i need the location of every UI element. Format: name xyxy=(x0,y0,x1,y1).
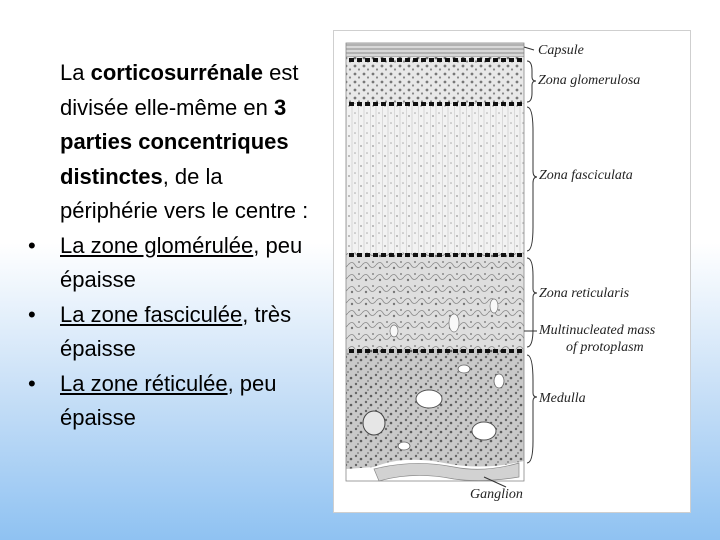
capsule-layer xyxy=(346,43,524,57)
zone-link-fasciculee: La zone fasciculée xyxy=(60,301,243,327)
fasciculata-layer xyxy=(346,103,524,253)
label-multinucleated-mass: Multinucleated mass xyxy=(539,323,656,338)
vessel xyxy=(494,374,504,388)
sinusoid xyxy=(390,325,398,337)
sinusoid xyxy=(490,299,498,313)
label-zona-fasciculata: Zona fasciculata xyxy=(539,168,633,183)
zone-desc-fasciculee: , très épaisse xyxy=(60,301,292,361)
intro-bold-corticosurrenale: corticosurrénale xyxy=(90,60,263,85)
label-medulla: Medulla xyxy=(539,391,586,406)
brace-fasciculata xyxy=(527,107,537,251)
zone-list xyxy=(28,229,318,436)
vessel xyxy=(363,411,385,435)
vessel xyxy=(472,422,496,440)
ganglion-tissue xyxy=(374,463,519,481)
label-capsule: Capsule xyxy=(538,43,584,58)
glomerulosa-layer xyxy=(346,57,524,103)
label-ganglion: Ganglion xyxy=(470,487,523,502)
histology-drawing xyxy=(334,31,692,514)
vessel xyxy=(398,442,410,450)
intro-paragraph xyxy=(28,56,318,229)
intro-bold-parts: 3 parties concentriques distinctes xyxy=(60,94,289,189)
leader-capsule xyxy=(524,47,534,50)
medulla-layer xyxy=(346,349,524,469)
label-of-protoplasm: of protoplasm xyxy=(566,340,644,355)
zone-link-glomerulee: La zone glomérulée xyxy=(60,232,254,258)
reticularis-layer xyxy=(346,253,524,349)
intro-pre: La xyxy=(60,60,91,85)
sinusoid xyxy=(449,314,459,332)
intro-post: , de la périphérie vers le centre : xyxy=(60,163,309,223)
zone-desc-glomerulee: , peu épaisse xyxy=(60,232,303,292)
text-block xyxy=(28,56,318,436)
zone-item-glomerulee xyxy=(28,229,318,298)
brace-reticularis xyxy=(527,258,537,347)
brace-glomerulosa xyxy=(527,61,536,102)
adrenal-cortex-figure xyxy=(333,30,691,513)
brace-medulla xyxy=(527,355,537,463)
vessel xyxy=(458,365,470,373)
zone-link-reticulee: La zone réticulée xyxy=(60,370,228,396)
intro-mid: est divisée elle-même en xyxy=(60,60,299,120)
zone-item-reticulee xyxy=(28,367,318,436)
zone-item-fasciculee xyxy=(28,298,318,367)
label-zona-reticularis: Zona reticularis xyxy=(539,286,630,301)
vessel xyxy=(416,390,442,408)
label-zona-glomerulosa: Zona glomerulosa xyxy=(538,73,641,88)
zone-desc-reticulee: , peu épaisse xyxy=(60,370,277,430)
